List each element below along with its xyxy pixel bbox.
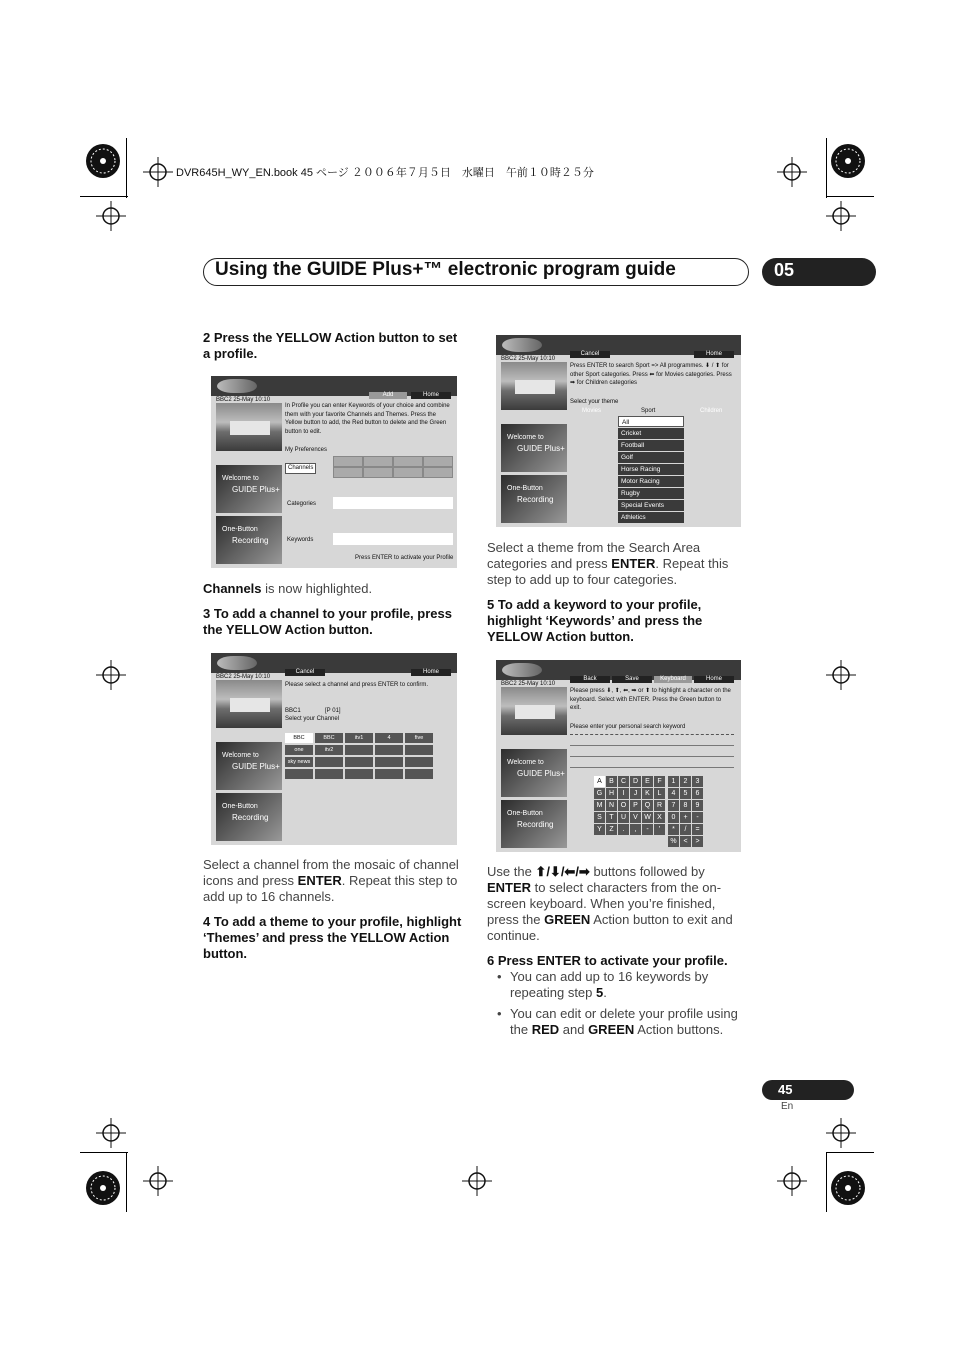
keyboard-key[interactable]: D <box>630 776 641 787</box>
home-button[interactable]: Home <box>411 392 451 399</box>
home-button[interactable]: Home <box>694 676 734 683</box>
welcome-card[interactable] <box>501 424 567 472</box>
one-button-line-2: Recording <box>232 536 269 545</box>
channel-logo[interactable] <box>375 757 403 767</box>
keyword-input[interactable] <box>570 734 734 769</box>
keyboard-key[interactable]: = <box>692 824 703 835</box>
registration-crosshair-icon <box>96 1118 126 1148</box>
welcome-line-2: GUIDE Plus+ <box>517 444 565 453</box>
after-step-2-text: is now highlighted. <box>261 581 373 596</box>
channel-logo[interactable] <box>345 757 373 767</box>
on-screen-keyboard <box>594 776 736 848</box>
after-step-5-text-d: Action button to exit and continue. <box>487 912 733 943</box>
step-3: 3 To add a channel to your profile, press the YELLOW Action button. <box>203 606 452 637</box>
step-4: 4 To add a theme to your profile, highlight ‘Themes’ and press the YELLOW Action button. <box>203 914 462 961</box>
bullet-1 <box>497 969 747 1001</box>
registration-crosshair-icon <box>143 1166 173 1196</box>
registration-crosshair-icon <box>777 157 807 187</box>
registration-starburst-icon <box>85 143 121 179</box>
keyboard-key[interactable]: 9 <box>692 800 703 811</box>
registration-crosshair-icon <box>826 201 856 231</box>
step-6: 6 Press ENTER to activate your profile. <box>487 953 728 968</box>
page-title: Using the GUIDE Plus+™ electronic program guide <box>215 259 676 280</box>
keyboard-key[interactable]: G <box>594 788 605 799</box>
channel-date-time: BBC2 25-May 10:10 <box>216 397 271 403</box>
screen-keyboard <box>496 660 741 852</box>
channel-logo[interactable] <box>405 769 433 779</box>
bullet-2-and: and <box>559 1022 589 1037</box>
welcome-line-1: Welcome to <box>222 475 259 482</box>
keyboard-key[interactable]: / <box>680 824 691 835</box>
keyboard-key[interactable]: 2 <box>680 776 691 787</box>
bullet-1-step: 5 <box>596 985 604 1000</box>
select-theme-label: Select your theme <box>570 399 619 405</box>
theme-item[interactable]: All <box>618 416 684 427</box>
guide-plus-logo <box>217 379 257 393</box>
channel-slot <box>393 456 423 467</box>
channel-logo[interactable] <box>405 745 433 755</box>
keyboard-key[interactable]: I <box>618 788 629 799</box>
channel-logo[interactable]: itv1 <box>345 733 373 743</box>
categories-field[interactable] <box>333 497 453 509</box>
keyboard-key[interactable]: - <box>642 824 653 835</box>
page-number-badge <box>762 1080 854 1100</box>
bullet-dot: • <box>497 1006 502 1021</box>
bullet-2-text-c: Action buttons. <box>634 1022 724 1037</box>
chapter-number: 05 <box>774 260 795 280</box>
keyboard-key[interactable]: 7 <box>668 800 679 811</box>
crop-mark <box>826 196 874 198</box>
welcome-line-1: Welcome to <box>222 752 259 759</box>
one-button-line-2: Recording <box>517 820 554 829</box>
after-step-4-text-a: Select a theme from the Search Area categories and press <box>487 540 701 571</box>
my-preferences-label: My Preferences <box>285 447 328 453</box>
theme-list <box>618 416 686 526</box>
categories-label[interactable]: Categories <box>287 501 317 507</box>
one-button-card[interactable] <box>501 800 567 848</box>
keyboard-key[interactable]: Y <box>594 824 605 835</box>
tv-preview <box>501 362 567 410</box>
mosaic-intro: Please select a channel and press ENTER to confirm. <box>285 682 429 688</box>
selected-page: [P 01] <box>325 708 341 714</box>
channel-logo[interactable]: sky news <box>285 757 313 767</box>
bullet-2-text-a: You can edit or delete your profile using the <box>510 1006 738 1037</box>
channel-logo[interactable]: BBC <box>285 733 313 743</box>
keyboard-key[interactable]: 8 <box>680 800 691 811</box>
selected-channel: BBC1 <box>285 708 301 714</box>
keyboard-key[interactable]: U <box>618 812 629 823</box>
keyboard-key[interactable]: K <box>642 788 653 799</box>
crop-mark <box>80 1152 128 1154</box>
channels-label[interactable]: Channels <box>285 463 316 474</box>
tv-preview <box>216 680 282 728</box>
enter-bold: ENTER <box>611 556 656 571</box>
welcome-line-1: Welcome to <box>507 434 544 441</box>
cancel-button[interactable]: Cancel <box>570 351 610 358</box>
keyboard-key[interactable]: M <box>594 800 605 811</box>
theme-item[interactable]: Motor Racing <box>618 476 684 487</box>
back-button[interactable]: Back <box>570 676 610 683</box>
theme-item[interactable]: Special Events <box>618 500 684 511</box>
home-button[interactable]: Home <box>411 669 451 676</box>
keyboard-key[interactable]: X <box>654 812 665 823</box>
after-step-3-text-a: Select a channel from the mosaic of channel icons and press <box>203 857 459 888</box>
save-button[interactable]: Save <box>612 676 652 683</box>
page-number: 45 <box>778 1082 793 1097</box>
language-code: En <box>781 1101 794 1112</box>
crop-mark <box>826 138 828 198</box>
keyboard-key[interactable]: S <box>594 812 605 823</box>
keyboard-key[interactable]: Q <box>642 800 653 811</box>
tv-preview <box>216 403 282 451</box>
registration-crosshair-icon <box>777 1166 807 1196</box>
keyboard-key[interactable]: 6 <box>692 788 703 799</box>
keyboard-key[interactable]: 5 <box>680 788 691 799</box>
welcome-card[interactable] <box>501 749 567 797</box>
keyboard-intro: Please press ⬇, ⬆, ⬅, ➡ or ⬆ to highlight a character on the keyboard. Select with ENTER. Press the Green button to exit. <box>570 688 731 711</box>
after-step-4 <box>487 540 747 588</box>
tv-preview <box>501 687 567 735</box>
welcome-card[interactable] <box>216 742 282 790</box>
registration-starburst-icon <box>830 1170 866 1206</box>
tab-sport[interactable]: Sport <box>641 408 656 414</box>
keyboard-key[interactable]: O <box>618 800 629 811</box>
home-button[interactable]: Home <box>694 351 734 358</box>
channel-logo[interactable] <box>375 745 403 755</box>
after-step-3 <box>203 857 465 905</box>
keyboard-key[interactable]: J <box>630 788 641 799</box>
keywords-field[interactable] <box>333 533 453 545</box>
keyboard-key[interactable]: Z <box>606 824 617 835</box>
arrow-buttons-icon: ⬆/⬇/⬅/➡ <box>535 864 590 879</box>
registration-crosshair-icon <box>96 201 126 231</box>
guide-plus-logo <box>502 663 542 677</box>
theme-item[interactable]: Golf <box>618 452 684 463</box>
crop-mark <box>826 1152 874 1154</box>
registration-starburst-icon <box>830 143 866 179</box>
channel-date-time: BBC2 25-May 10:10 <box>501 681 556 687</box>
channel-logo[interactable] <box>285 769 313 779</box>
welcome-line-2: GUIDE Plus+ <box>232 762 280 771</box>
channel-logo[interactable]: five <box>405 733 433 743</box>
channel-mosaic <box>285 733 445 783</box>
after-step-5-text-b: buttons followed by <box>589 864 705 879</box>
red-bold: RED <box>531 1022 560 1037</box>
one-button-card[interactable] <box>216 516 282 564</box>
after-step-4-text-b: . Repeat this step to add up to four categories. <box>487 556 729 587</box>
after-step-5-text-c: to select characters from the on-screen keyboard. When you’re finished, press the <box>487 880 722 927</box>
channel-slot <box>363 467 393 478</box>
one-button-line-2: Recording <box>232 813 269 822</box>
keyboard-key[interactable]: T <box>606 812 617 823</box>
channel-logo[interactable] <box>345 769 373 779</box>
bullet-1-text-a: You can add up to 16 keywords by repeating step <box>510 969 709 1000</box>
keyboard-key[interactable]: H <box>606 788 617 799</box>
screen-theme <box>496 335 741 527</box>
keyboard-key[interactable]: * <box>668 824 679 835</box>
guide-plus-logo <box>217 656 257 670</box>
select-channel-label: Select your Channel <box>285 716 340 722</box>
keyboard-key[interactable]: < <box>680 836 691 847</box>
theme-item[interactable]: Football <box>618 440 684 451</box>
bullet-dot: • <box>497 969 502 984</box>
after-step-2 <box>203 581 463 597</box>
one-button-line-1: One-Button <box>507 810 543 817</box>
keyboard-key[interactable]: , <box>630 824 641 835</box>
channel-date-time: BBC2 25-May 10:10 <box>501 356 556 362</box>
channel-slot <box>333 467 363 478</box>
profile-intro: In Profile you can enter Keywords of your choice and combine them with your favorite Channels and Themes. Press the Yellow button to add, the Red button to delete and the Green button to edit. <box>285 403 450 435</box>
welcome-line-1: Welcome to <box>507 759 544 766</box>
registration-crosshair-icon <box>826 660 856 690</box>
channel-logo[interactable]: 4 <box>375 733 403 743</box>
chapter-badge <box>762 258 876 286</box>
keywords-label[interactable]: Keywords <box>287 537 314 543</box>
keyboard-key[interactable]: ' <box>654 824 665 835</box>
after-step-5 <box>487 864 749 944</box>
one-button-line-2: Recording <box>517 495 554 504</box>
keyboard-key[interactable]: R <box>654 800 665 811</box>
channel-slot <box>363 456 393 467</box>
channel-slot <box>423 467 453 478</box>
keyboard-key[interactable]: + <box>680 812 691 823</box>
keyboard-key[interactable]: A <box>594 776 605 787</box>
tab-children[interactable]: Children <box>700 408 723 414</box>
after-step-3-text-b: . Repeat this step to add up to 16 channels. <box>203 873 458 904</box>
theme-item[interactable]: Horse Racing <box>618 464 684 475</box>
channel-slot <box>333 456 363 467</box>
guide-plus-logo <box>502 338 542 352</box>
channel-logo[interactable] <box>375 769 403 779</box>
channel-logo[interactable] <box>315 757 343 767</box>
green-bold: GREEN <box>544 912 591 927</box>
step-2: 2 Press the YELLOW Action button to set a profile. <box>203 330 458 361</box>
crop-mark <box>826 1152 828 1212</box>
screen-channel-mosaic <box>211 653 457 845</box>
welcome-line-2: GUIDE Plus+ <box>232 485 280 494</box>
crop-mark <box>126 138 128 198</box>
registration-crosshair-icon <box>826 1118 856 1148</box>
green-bold: GREEN <box>588 1022 635 1037</box>
one-button-card[interactable] <box>216 793 282 841</box>
cancel-button[interactable]: Cancel <box>285 669 325 676</box>
keyboard-key[interactable]: W <box>642 812 653 823</box>
registration-crosshair-icon <box>143 157 173 187</box>
bullet-1-text-c: . <box>603 985 607 1000</box>
registration-crosshair-icon <box>96 660 126 690</box>
crop-mark <box>80 196 128 198</box>
bullet-2 <box>497 1006 747 1038</box>
theme-item[interactable]: Rugby <box>618 488 684 499</box>
channel-logo[interactable] <box>315 769 343 779</box>
channel-slot <box>423 456 453 467</box>
tab-movies[interactable]: Movies <box>582 408 602 414</box>
keyboard-key[interactable]: C <box>618 776 629 787</box>
keyboard-key[interactable]: L <box>654 788 665 799</box>
keyboard-key[interactable]: > <box>692 836 703 847</box>
after-step-5-text-a: Use the <box>487 864 536 879</box>
channel-logo[interactable]: BBC <box>315 733 343 743</box>
crop-mark <box>126 1152 128 1212</box>
enter-bold: ENTER <box>487 880 532 895</box>
theme-intro: Press ENTER to search Sport => All programmes. ⬇ / ⬆ for other Sport categories. Press ⬅ for Movies categories. Press ➡ for Children categories <box>570 363 732 386</box>
channel-slot <box>393 467 423 478</box>
keyboard-key[interactable]: 4 <box>668 788 679 799</box>
channel-logo[interactable] <box>345 745 373 755</box>
keyboard-key[interactable]: N <box>606 800 617 811</box>
keyboard-button[interactable]: Keyboard <box>654 676 692 683</box>
step-5: 5 To add a keyword to your profile, highlight ‘Keywords’ and press the YELLOW Action button. <box>487 597 703 644</box>
keyboard-key[interactable]: P <box>630 800 641 811</box>
keyword-prompt: Please enter your personal search keyword <box>570 724 686 730</box>
one-button-card[interactable] <box>501 475 567 523</box>
keyboard-key[interactable]: V <box>630 812 641 823</box>
keyboard-key[interactable]: . <box>618 824 629 835</box>
keyboard-key[interactable]: 0 <box>668 812 679 823</box>
one-button-line-1: One-Button <box>222 526 258 533</box>
channel-logo[interactable]: itv2 <box>315 745 343 755</box>
one-button-line-1: One-Button <box>507 485 543 492</box>
enter-bold: ENTER <box>297 873 342 888</box>
keyboard-key[interactable]: F <box>654 776 665 787</box>
theme-item[interactable]: Cricket <box>618 428 684 439</box>
one-button-line-1: One-Button <box>222 803 258 810</box>
keyboard-key[interactable]: E <box>642 776 653 787</box>
channels-bold: Channels <box>203 581 262 596</box>
welcome-card[interactable] <box>216 465 282 513</box>
keyboard-key[interactable]: 1 <box>668 776 679 787</box>
registration-starburst-icon <box>85 1170 121 1206</box>
file-info: DVR645H_WY_EN.book 45 ページ ２００６年７月５日 水曜日 午前１０時２５分 <box>176 167 594 179</box>
keyboard-key[interactable]: 3 <box>692 776 703 787</box>
theme-item[interactable]: Athletics <box>618 512 684 523</box>
channel-logo[interactable]: one <box>285 745 313 755</box>
add-button[interactable]: Add <box>369 392 407 399</box>
registration-crosshair-icon <box>462 1166 492 1196</box>
channel-date-time: BBC2 25-May 10:10 <box>216 674 271 680</box>
keyboard-key[interactable]: % <box>668 836 679 847</box>
screen-profile <box>211 376 457 568</box>
welcome-line-2: GUIDE Plus+ <box>517 769 565 778</box>
channel-logo[interactable] <box>405 757 433 767</box>
profile-footer: Press ENTER to activate your Profile <box>355 555 454 561</box>
keyboard-key[interactable]: - <box>692 812 703 823</box>
keyboard-key[interactable]: B <box>606 776 617 787</box>
